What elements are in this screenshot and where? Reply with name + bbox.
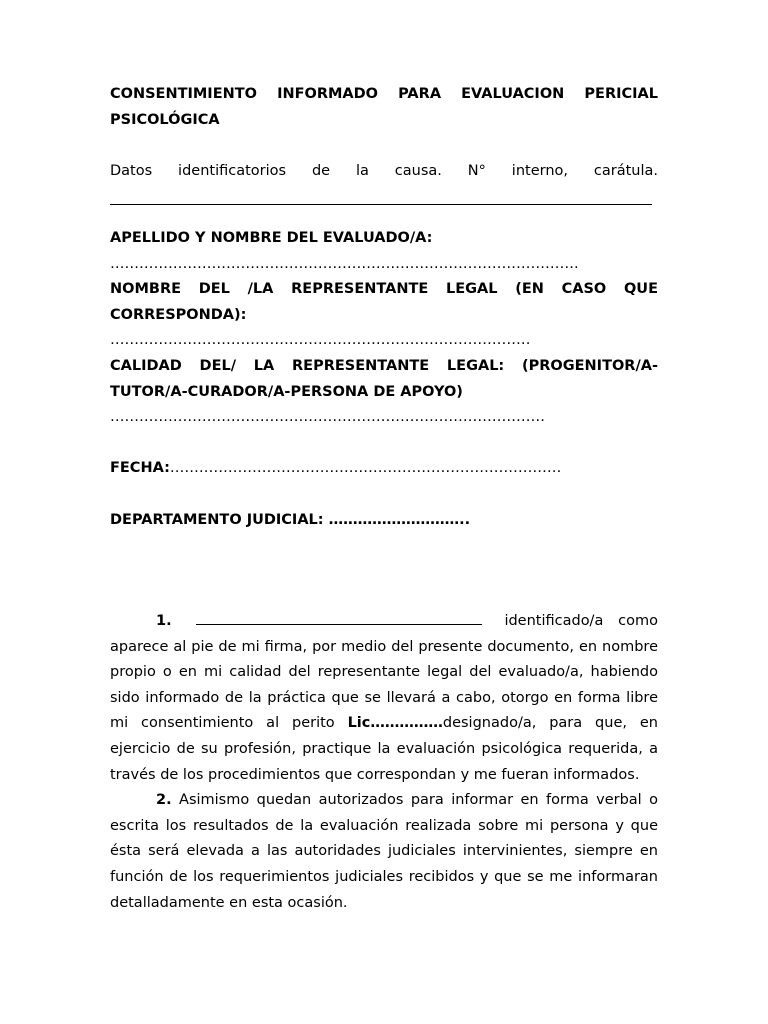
clause-2-number: 2. <box>156 792 172 809</box>
departamento-label: DEPARTAMENTO JUDICIAL: <box>110 511 324 528</box>
representante-label: NOMBRE DEL /LA REPRESENTANTE LEGAL (EN CASO QUE CORRESPONDA): <box>110 281 658 323</box>
causa-label: Datos identificatorios de la causa. N° interno, carátula. <box>110 162 658 179</box>
clause-2-text: Asimismo quedan autorizados para informar en forma verbal o escrita los resultados de la evaluación realizada sobre mi persona y que ésta será elevada a las autoridades judiciales intervinientes, siempre en función de los requerimientos judiciales recibidos y que se me informaran detalladamente en esta ocasión. <box>110 792 658 911</box>
clause-1-lic: Lic…………… <box>347 715 443 732</box>
document-title: CONSENTIMIENTO INFORMADO PARA EVALUACION PERICIAL PSICOLÓGICA <box>110 86 658 128</box>
spacer <box>110 431 658 457</box>
clause-1 <box>110 609 658 788</box>
fecha-row <box>110 456 658 482</box>
fecha-label: FECHA: <box>110 460 170 477</box>
departamento-row <box>110 508 658 534</box>
spacer <box>110 584 658 609</box>
clause-1-text-a: identificado/a como aparece al pie de mi firma, por medio del presente documento, en nombre propio o en mi calidad del representante legal del evaluado/a, habiendo sido informado de la práctica que se llevará a cabo, otorgo en forma libre mi consentimiento al perito <box>110 613 658 732</box>
spacer <box>110 210 658 226</box>
clause-1-number: 1. <box>156 613 172 630</box>
departamento-dots: ……………………….. <box>328 511 471 528</box>
calidad-label: CALIDAD DEL/ LA REPRESENTANTE LEGAL: (PROGENITOR/A-TUTOR/A-CURADOR/A-PERSONA DE APOYO) <box>110 357 658 400</box>
spacer <box>110 133 658 159</box>
clause-2 <box>110 788 658 916</box>
spacer <box>110 482 658 508</box>
fecha-dots: ……………………………………………………………………… <box>169 460 562 477</box>
evaluado-label: APELLIDO Y NOMBRE DEL EVALUADO/A: <box>110 229 433 246</box>
spacer <box>110 533 658 584</box>
clause-1-text-b: designado/a, para que, en ejercicio de su profesión, practique la evaluación psicológica requerida, a través de los procedimientos que correspondan y me fueran informados. <box>110 715 658 783</box>
representante-dots: …………………………………………………………………………… <box>110 332 531 349</box>
evaluado-dots: ……………………………………………………………………………………. <box>110 255 579 272</box>
calidad-dots: ……………………………………………………………………………… <box>110 409 545 426</box>
document-page <box>110 82 658 916</box>
causa-blank-line <box>110 184 658 210</box>
name-blank-line <box>196 609 482 625</box>
